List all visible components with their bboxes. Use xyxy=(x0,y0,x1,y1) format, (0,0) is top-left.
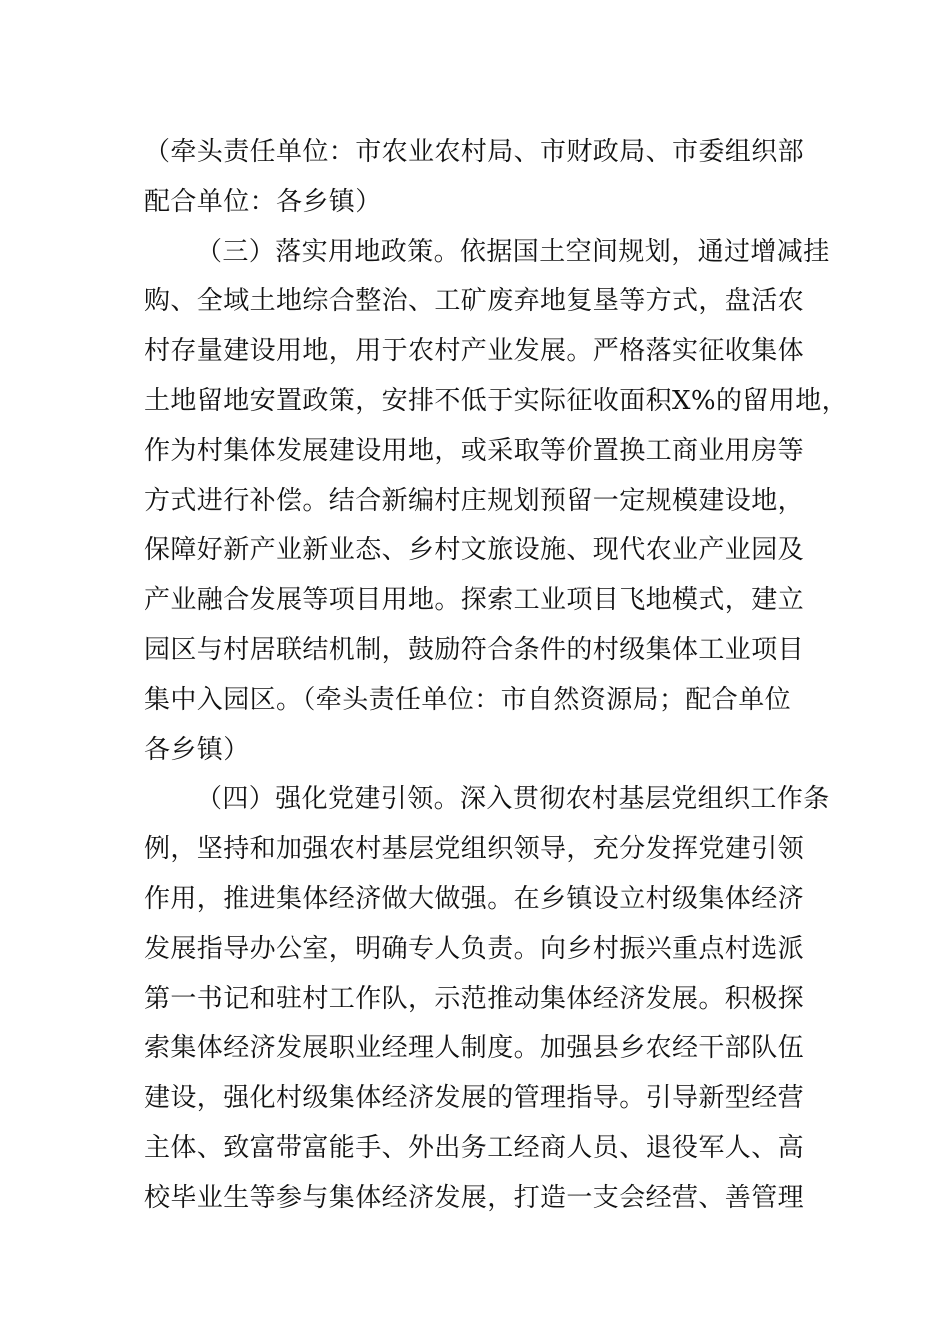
text-line: 发展指导办公室，明确专人负责。向乡村振兴重点村选派 xyxy=(144,933,805,964)
text-line: 建设，强化村级集体经济发展的管理指导。引导新型经营 xyxy=(144,1083,805,1114)
text-line: 例，坚持和加强农村基层党组织领导，充分发挥党建引领 xyxy=(144,834,805,865)
text-line: 产业融合发展等项目用地。探索工业项目飞地模式，建立 xyxy=(144,585,805,616)
text-line: 校毕业生等参与集体经济发展，打造一支会经营、善管理 xyxy=(144,1182,805,1213)
text-line: 集中入园区。（牵头责任单位：市自然资源局；配合单位 xyxy=(144,684,792,715)
text-line: 索集体经济发展职业经理人制度。加强县乡农经干部队伍 xyxy=(144,1033,805,1064)
text-line: 作为村集体发展建设用地，或采取等价置换工商业用房等 xyxy=(144,435,805,466)
text-line: 土地留地安置政策，安排不低于实际征收面积X%的留用地， xyxy=(144,385,849,416)
text-line: 保障好新产业新业态、乡村文旅设施、现代农业产业园及 xyxy=(144,535,805,566)
text-line: 购、全域土地综合整治、工矿废弃地复垦等方式，盘活农 xyxy=(144,286,805,317)
body-text xyxy=(144,128,849,1224)
paragraph-start-line: （四）强化党建引领。深入贯彻农村基层党组织工作条 xyxy=(196,784,830,815)
paragraph-start-line: （三）落实用地政策。依据国土空间规划，通过增减挂 xyxy=(196,236,830,267)
text-line: （牵头责任单位：市农业农村局、市财政局、市委组织部 xyxy=(144,137,805,167)
text-line: 第一书记和驻村工作队，示范推动集体经济发展。积极探 xyxy=(144,983,805,1014)
text-line: 各乡镇） xyxy=(144,734,250,765)
text-line: 作用，推进集体经济做大做强。在乡镇设立村级集体经济 xyxy=(144,883,805,914)
text-line: 主体、致富带富能手、外出务工经商人员、退役军人、高 xyxy=(144,1132,805,1163)
text-line: 园区与村居联结机制，鼓励符合条件的村级集体工业项目 xyxy=(144,634,805,665)
text-line: 方式进行补偿。结合新编村庄规划预留一定规模建设地， xyxy=(144,485,805,516)
text-line: 村存量建设用地，用于农村产业发展。严格落实征收集体 xyxy=(144,336,805,367)
text-line: 配合单位：各乡镇） xyxy=(144,186,382,217)
